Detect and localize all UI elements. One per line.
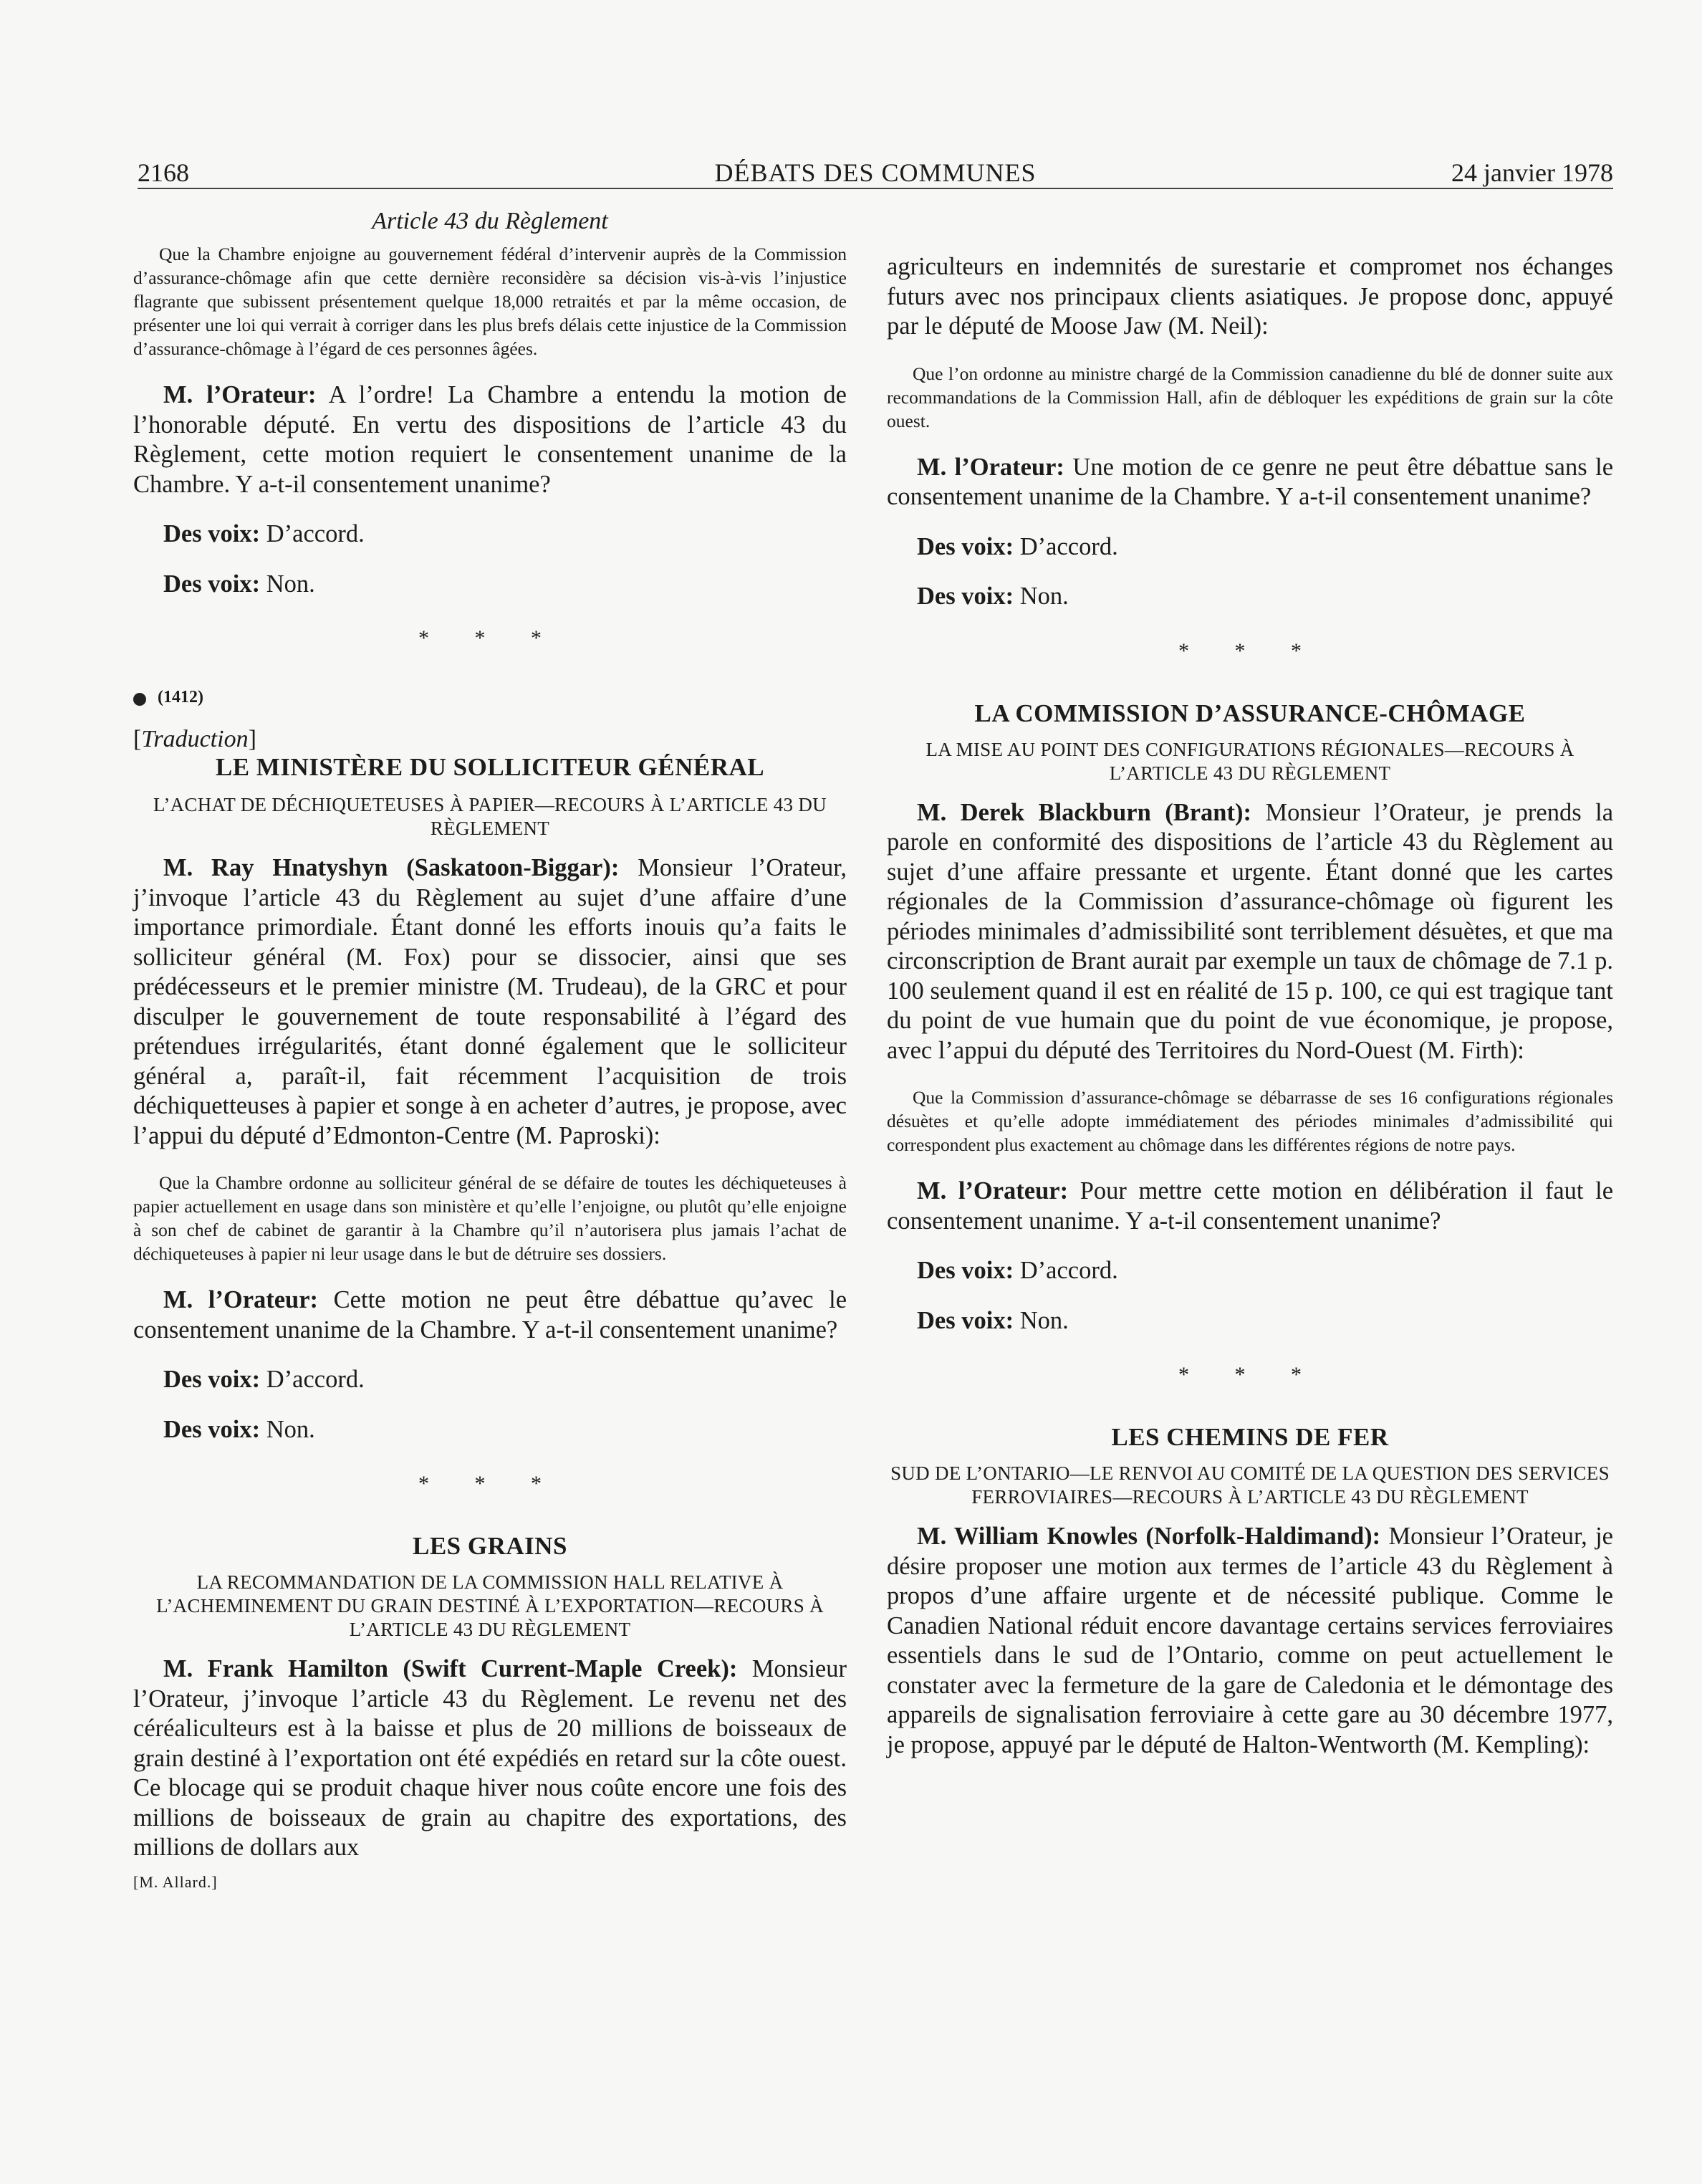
- section-separator: * * *: [418, 1472, 562, 1495]
- section-title: LES GRAINS: [412, 1532, 568, 1560]
- translation-word: Traduction: [141, 726, 249, 752]
- section-title: LA COMMISSION D’ASSURANCE-CHÔMAGE: [974, 699, 1526, 727]
- section-separator: * * *: [1178, 638, 1322, 663]
- footnote: [M. Allard.]: [133, 1872, 218, 1891]
- section-subtitle: LA RECOMMANDATION DE LA COMMISSION HALL RELATIVE À L’ACHEMINEMENT DU GRAIN DESTINÉ À L’EXPORTATION—RECOURS À L’ARTICLE 43 DU RÈGLEMENT: [156, 1571, 824, 1640]
- speech-text: Monsieur l’Orateur, j’invoque l’article 43 du Règlement. Le revenu net des céréaliculteurs est à la baisse et plus de 20 millions de boisseaux de grain destiné à l’exportation ont été expédiés en retard sur la côte ouest. Ce blocage qui se produit chaque hiver nous coûte encore une fois des millions de boisseaux de grain au chapitre des exportations, des millions de dollars aux: [133, 1655, 847, 1861]
- voices-no: [133, 1415, 847, 1445]
- speech-text: Cette motion ne peut être débattue qu’avec le consentement unanime de la Chambre. Y a-t-il consentement unanime?: [133, 1286, 847, 1344]
- voices-no: [133, 570, 847, 600]
- article-heading: Article 43 du Règlement: [372, 208, 608, 234]
- speech-paragraph: [887, 798, 1613, 1066]
- section-subtitle: L’ACHAT DE DÉCHIQUETEUSES À PAPIER—RECOURS À L’ARTICLE 43 DU RÈGLEMENT: [153, 794, 827, 839]
- translation-note: [Traduction]: [133, 726, 256, 752]
- motion-text: Que la Commission d’assurance-chômage se débarrasse de ses 16 configurations régionales désuètes et qu’elle adopte immédiatement des périodes minimales d’admissibilité qui correspondent plus exactement au chômage dans les différentes régions de notre pays.: [887, 1087, 1613, 1155]
- speech-paragraph: [887, 453, 1613, 512]
- speech-text: Monsieur l’Orateur, j’invoque l’article 43 du Règlement au sujet d’une affaire d’une importance primordiale. Étant donné les efforts inouis qu’a faits le solliciteur général (M. Fox) pour se dissocier, ainsi que ses prédécesseurs et le premier ministre (M. Trudeau), de la GRC et pour disculper le gouvernement de toute responsabilité à l’égard des prétendues irrégularités, étant donné également que le solliciteur général a, paraît-il, fait récemment l’acquisition de trois déchiquetteuses à papier et songe à en acheter d’autres, je propose, avec l’appui du député d’Edmonton-Centre (M. Paproski):: [133, 854, 847, 1149]
- speaker-name: M. l’Orateur:: [917, 453, 1064, 481]
- voices-no: [887, 582, 1613, 612]
- left-column: [133, 208, 847, 1892]
- speaker-name: M. l’Orateur:: [917, 1177, 1069, 1204]
- time-marker: [133, 688, 847, 707]
- voices-label: Des voix:: [163, 570, 261, 598]
- time-stamp: (1412): [158, 688, 203, 707]
- voices-yes: [133, 1365, 847, 1395]
- motion-text: Que la Chambre enjoigne au gouvernement fédéral d’intervenir auprès de la Commission d’assurance-chômage afin que cette dernière reconsidère sa décision vis-à-vis l’injustice flagrante que subissent présentement quelque 18,000 retraités et par la même occasion, de présenter une loi qui verrait à corriger dans les plus brefs délais cette injustice de la Commission d’assurance-chômage à l’égard de ces personnes âgées.: [133, 244, 847, 359]
- section-separator: * * *: [1178, 1363, 1322, 1386]
- speech-text: Pour mettre cette motion en délibération il faut le consentement unanime. Y a-t-il consentement unanime?: [887, 1177, 1614, 1235]
- voices-yes: [133, 519, 847, 550]
- voices-response: Non.: [266, 1415, 315, 1443]
- speaker-name: M. Derek Blackburn (Brant):: [917, 798, 1251, 826]
- voices-response: D’accord.: [266, 1366, 365, 1393]
- speech-paragraph: [133, 853, 847, 1151]
- issue-date: 24 janvier 1978: [1451, 158, 1613, 187]
- page-number: 2168: [138, 158, 189, 187]
- speech-paragraph: [133, 380, 847, 499]
- voices-label: Des voix:: [163, 1415, 261, 1443]
- speech-text: Monsieur l’Orateur, je prends la parole en conformité des dispositions de l’article 43 du Règlement au sujet d’une affaire pressante et urgente. Étant donné que les cartes régionales de la Commission d’assurance-chômage où figurent les périodes minimales d’admissibilité sont terriblement désuètes, et que ma circonscription de Brant aurait par exemple un taux de chômage de 7.1 p. 100 seulement quand il est en réalité de 15 p. 100, ce qui est tragique tant du point de vue humain que du point de vue économique, je propose, avec l’appui du député des Territoires du Nord-Ouest (M. Firth):: [887, 798, 1614, 1064]
- motion-text: Que l’on ordonne au ministre chargé de la Commission canadienne du blé de donner suite aux recommandations de la Commission Hall, afin de débloquer les expéditions de grain sur la côte ouest.: [887, 363, 1613, 431]
- voices-no: [887, 1306, 1613, 1336]
- bullet-icon: [133, 693, 146, 706]
- speech-continuation: agriculteurs en indemnités de surestarie et compromet nos échanges futurs avec nos principaux clients asiatiques. Je propose donc, appuyé par le député de Moose Jaw (M. Neil):: [887, 253, 1613, 340]
- speaker-name: M. l’Orateur:: [163, 1286, 319, 1313]
- section-title: LES CHEMINS DE FER: [1111, 1423, 1389, 1451]
- voices-response: D’accord.: [1019, 1257, 1118, 1284]
- speech-paragraph: [887, 1522, 1613, 1760]
- speaker-name: M. Ray Hnatyshyn (Saskatoon-Biggar):: [163, 854, 620, 881]
- motion-text: Que la Chambre ordonne au solliciteur général de se défaire de toutes les déchiqueteuses à papier actuellement en usage dans son ministère et qu’elle l’enjoigne, ou plutôt qu’elle enjoigne à son chef de cabinet de garantir à la Chambre qu’il n’autorisera plus jamais l’achat de déchiqueteuses à papier ni leur usage dans le but de détruire ses dossiers.: [133, 1172, 847, 1264]
- section-separator: * * *: [418, 626, 562, 650]
- section-subtitle: LA MISE AU POINT DES CONFIGURATIONS RÉGIONALES—RECOURS À L’ARTICLE 43 DU RÈGLEMENT: [925, 738, 1574, 784]
- voices-label: Des voix:: [917, 1257, 1014, 1284]
- voices-response: Non.: [1019, 583, 1069, 610]
- voices-response: D’accord.: [266, 520, 365, 547]
- voices-yes: [887, 1256, 1613, 1286]
- speech-paragraph: [133, 1654, 847, 1863]
- voices-label: Des voix:: [917, 532, 1014, 560]
- voices-label: Des voix:: [163, 520, 261, 547]
- speech-text: A l’ordre! La Chambre a entendu la motion de l’honorable député. En vertu des dispositions de l’article 43 du Règlement, cette motion requiert le consentement unanime de la Chambre. Y a-t-il consentement unanime?: [133, 381, 847, 498]
- voices-label: Des voix:: [163, 1366, 261, 1393]
- voices-response: Non.: [266, 570, 315, 598]
- section-subtitle: SUD DE L’ONTARIO—LE RENVOI AU COMITÉ DE LA QUESTION DES SERVICES FERROVIAIRES—RECOURS À L’ARTICLE 43 DU RÈGLEMENT: [890, 1462, 1610, 1508]
- section-title: LE MINISTÈRE DU SOLLICITEUR GÉNÉRAL: [215, 753, 765, 781]
- speaker-name: M. l’Orateur:: [163, 381, 317, 408]
- voices-response: D’accord.: [1019, 532, 1118, 560]
- speaker-name: M. William Knowles (Norfolk-Haldimand):: [917, 1523, 1381, 1550]
- voices-label: Des voix:: [917, 1306, 1014, 1334]
- speech-text: Monsieur l’Orateur, je désire proposer une motion aux termes de l’article 43 du Règlement à propos d’une affaire urgente et de nécessité publique. Comme le Canadien National réduit encore davantage certains services ferroviaires essentiels dans le sud de l’Ontario, comme on peut actuellement le constater avec la fermeture de la gare de Caledonia et le démontage des appareils de signalisation ferroviaire à cette gare au 30 décembre 1977, je propose, appuyé par le député de Halton-Wentworth (M. Kempling):: [887, 1523, 1613, 1758]
- journal-title: DÉBATS DES COMMUNES: [714, 158, 1037, 187]
- speech-paragraph: [887, 1177, 1613, 1236]
- voices-response: Non.: [1019, 1306, 1069, 1334]
- speech-text: Une motion de ce genre ne peut être débattue sans le consentement unanime de la Chambre. Y a-t-il consentement unanime?: [887, 453, 1614, 510]
- speaker-name: M. Frank Hamilton (Swift Current-Maple Creek):: [163, 1655, 738, 1682]
- right-column: [887, 252, 1613, 1760]
- voices-label: Des voix:: [917, 583, 1014, 610]
- speech-paragraph: [133, 1285, 847, 1345]
- page-header: [138, 152, 1613, 189]
- voices-yes: [887, 532, 1613, 562]
